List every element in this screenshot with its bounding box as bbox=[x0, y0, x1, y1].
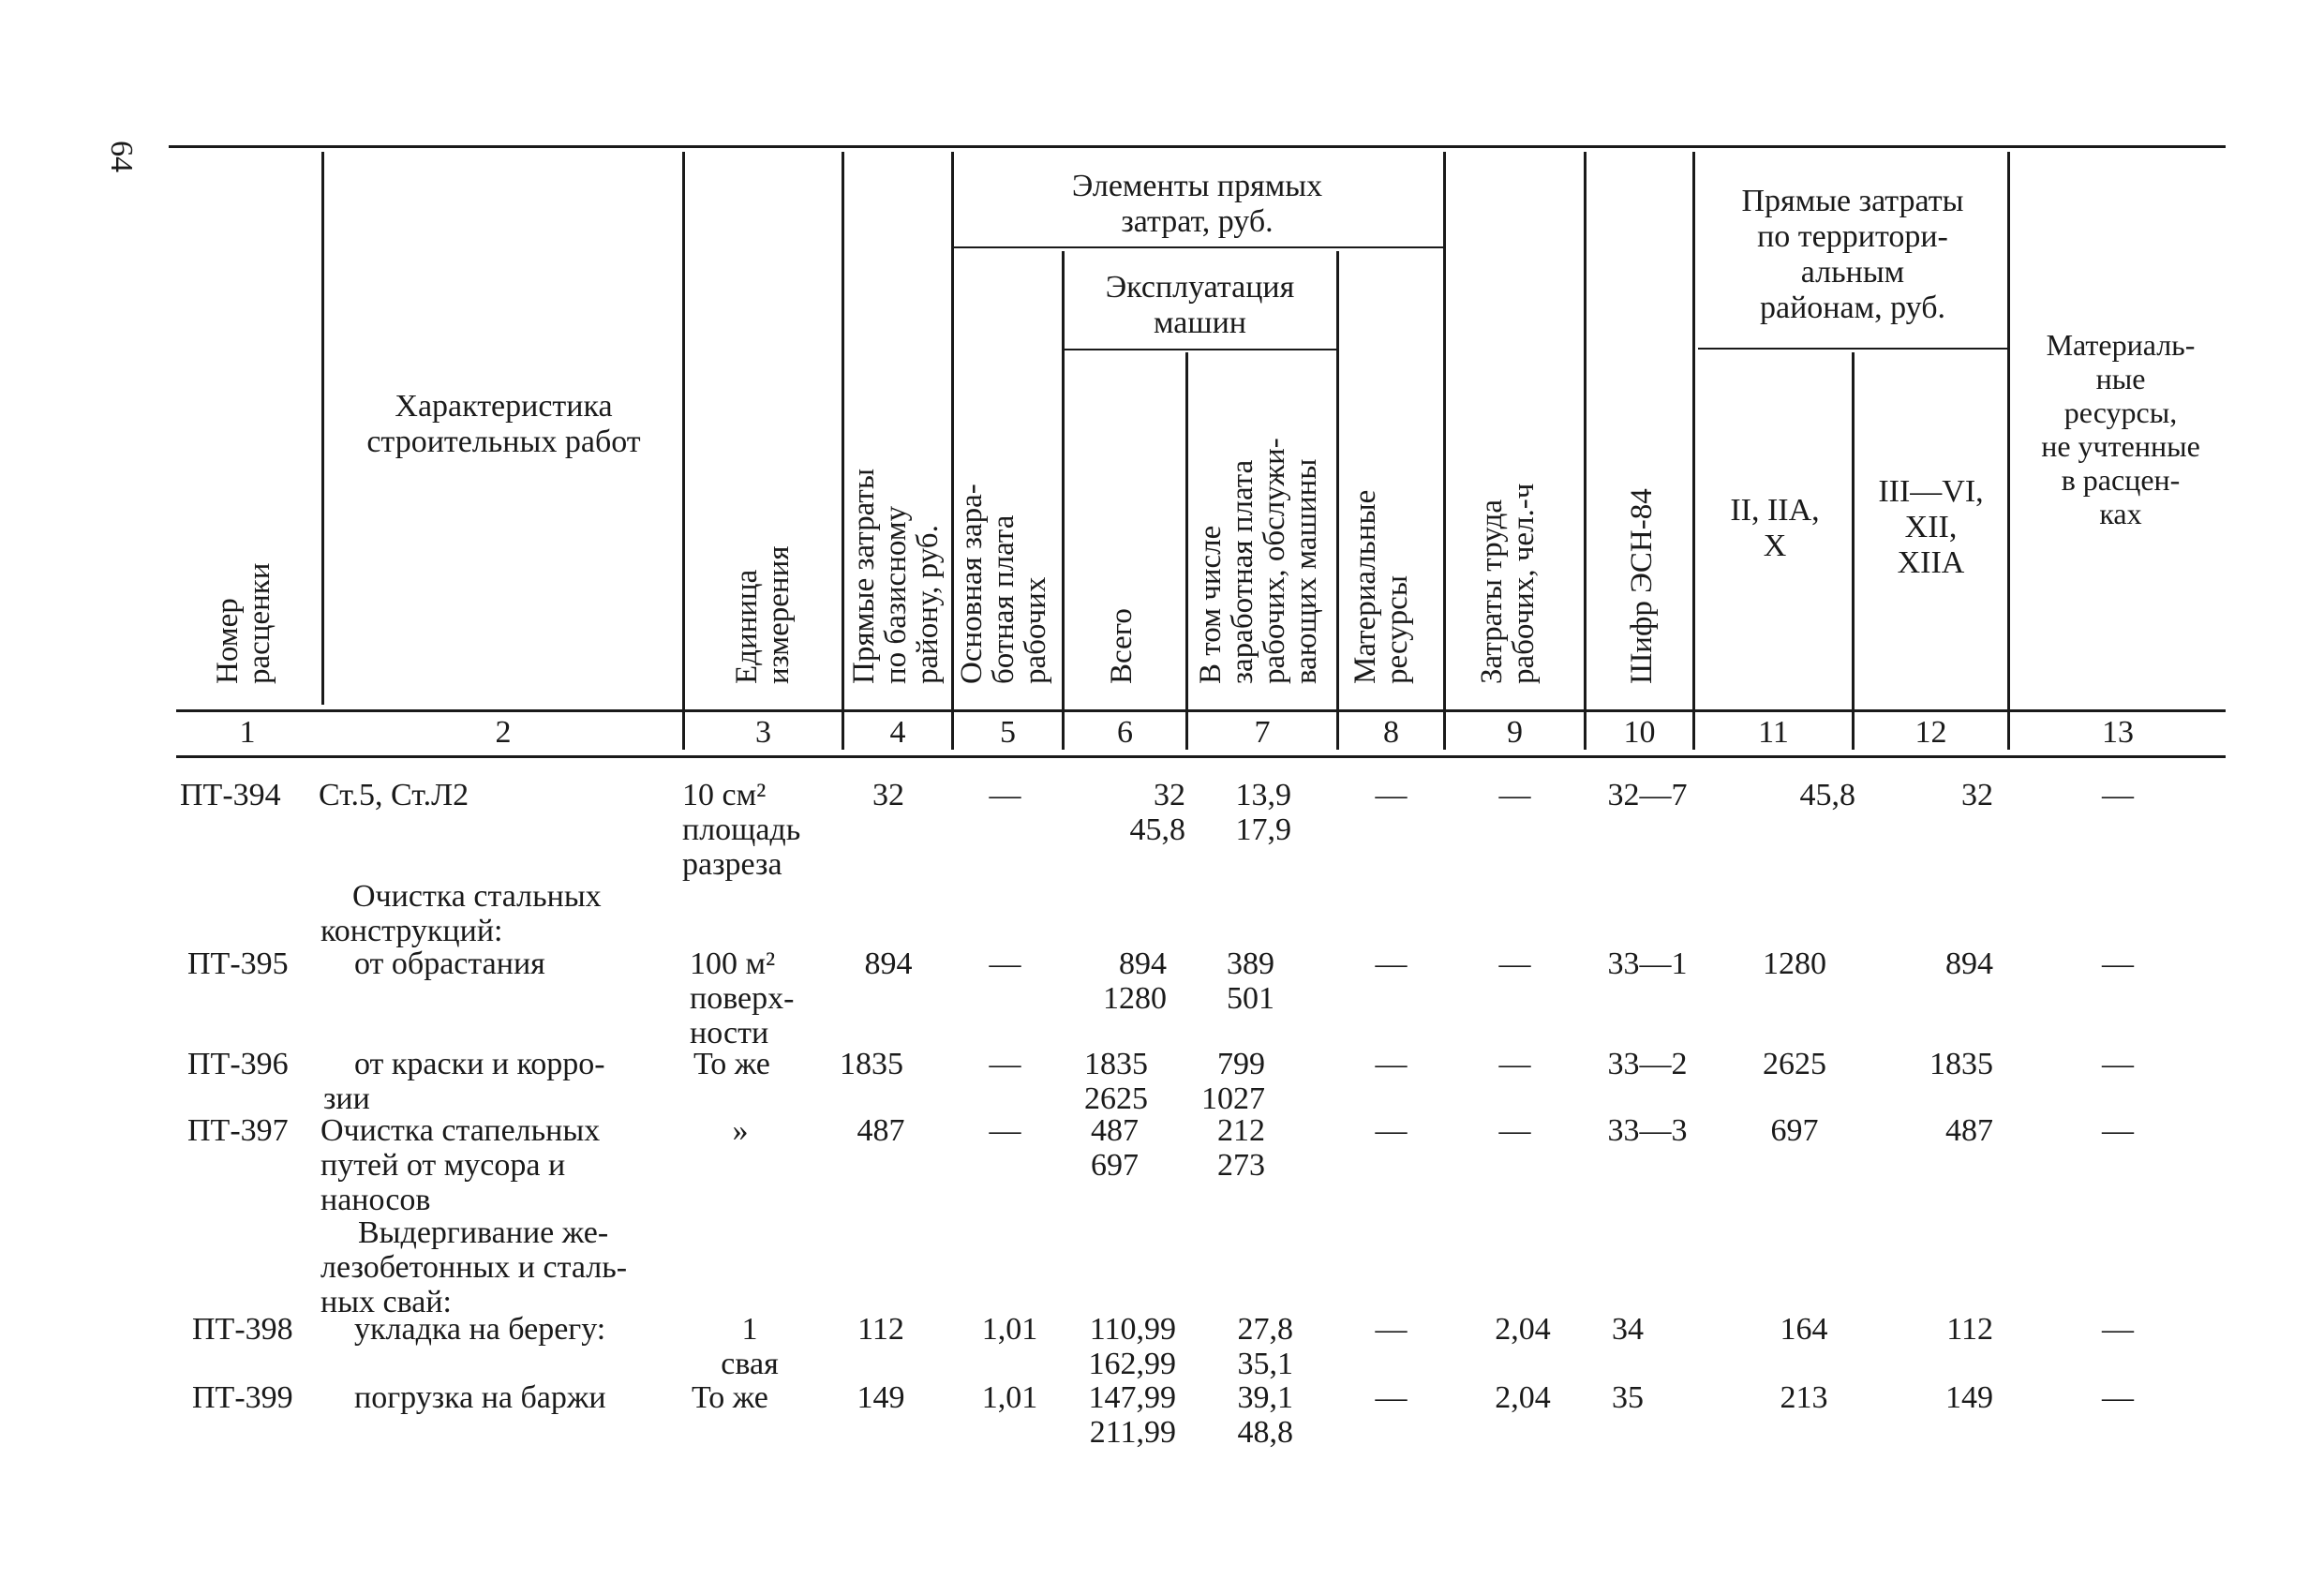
header-rate-number: Номер расценки bbox=[211, 562, 276, 684]
cell-c6: 894 1280 bbox=[1103, 946, 1167, 1016]
unit: 10 см² площадь разреза bbox=[682, 778, 801, 882]
cell-c13: — bbox=[2102, 778, 2134, 812]
col-num: 1 bbox=[239, 715, 256, 750]
cell-c12: 32 bbox=[1961, 778, 1993, 812]
header-direct-costs-base: Прямые затраты по базисному району, руб. bbox=[847, 468, 945, 684]
cell-c12: 487 bbox=[1945, 1113, 1993, 1148]
cell-c12: 1835 bbox=[1929, 1047, 1993, 1081]
cell-c7: 39,1 48,8 bbox=[1237, 1380, 1293, 1450]
header-work-characteristics: Характеристика строительных работ bbox=[366, 389, 641, 459]
col-num: 2 bbox=[495, 715, 512, 750]
cell-c9: — bbox=[1498, 1113, 1531, 1148]
header-unit: Единица измерения bbox=[730, 545, 796, 684]
rate-code: ПТ-396 bbox=[187, 1047, 289, 1081]
header-elements-group: Элементы прямых затрат, руб. bbox=[1071, 169, 1323, 239]
cell-c6: 1835 2625 bbox=[1084, 1047, 1148, 1116]
header-exploitation-group: Эксплуатация машин bbox=[1105, 270, 1295, 340]
col-num: 9 bbox=[1507, 715, 1523, 750]
work-desc: Очистка стапельных путей от мусора и наносов bbox=[320, 1113, 601, 1217]
cell-c5: — bbox=[989, 1047, 1021, 1081]
header-regions-II: II, IIA, X bbox=[1730, 493, 1820, 563]
col-num: 7 bbox=[1254, 715, 1271, 750]
cell-c10: 32—7 bbox=[1607, 778, 1688, 812]
cell-c6: 147,99 211,99 bbox=[1088, 1380, 1176, 1450]
cell-c5: — bbox=[989, 946, 1021, 981]
cell-c4: 487 bbox=[857, 1113, 905, 1148]
rate-code: ПТ-398 bbox=[192, 1312, 293, 1347]
cell-c7: 389 501 bbox=[1227, 946, 1274, 1016]
cell-c4: 894 bbox=[864, 946, 913, 981]
cell-c10: 35 bbox=[1612, 1380, 1644, 1415]
cell-c8: — bbox=[1375, 1312, 1408, 1347]
unit: То же bbox=[692, 1380, 768, 1415]
cell-c5: — bbox=[989, 1113, 1021, 1148]
rate-code: ПТ-394 bbox=[180, 778, 281, 812]
rate-code: ПТ-399 bbox=[192, 1380, 293, 1415]
unit: То же bbox=[693, 1047, 770, 1081]
header-machine-wage: В том числе заработная плата рабочих, обслужи- вающих машины bbox=[1194, 438, 1323, 684]
rate-code: ПТ-395 bbox=[187, 946, 289, 981]
cell-c6: 110,99 162,99 bbox=[1088, 1312, 1176, 1381]
header-regions-III: III—VI, XII, XIIA bbox=[1878, 474, 1984, 580]
cell-c9: 2,04 bbox=[1495, 1380, 1551, 1415]
group-heading: Очистка стальных конструкций: bbox=[320, 879, 602, 948]
col-num: 11 bbox=[1758, 715, 1789, 750]
cell-c8: — bbox=[1375, 1047, 1408, 1081]
cell-c11: 45,8 bbox=[1799, 778, 1855, 812]
col-num: 6 bbox=[1117, 715, 1133, 750]
work-desc: погрузка на баржи bbox=[354, 1380, 606, 1415]
cell-c10: 34 bbox=[1612, 1312, 1644, 1347]
col-num: 8 bbox=[1383, 715, 1399, 750]
cell-c8: — bbox=[1375, 778, 1408, 812]
cell-c12: 149 bbox=[1945, 1380, 1993, 1415]
cell-c9: — bbox=[1498, 1047, 1531, 1081]
cell-c7: 212 273 bbox=[1217, 1113, 1265, 1183]
cell-c6: 487 697 bbox=[1091, 1113, 1139, 1183]
cell-c11: 2625 bbox=[1763, 1047, 1826, 1081]
cell-c12: 894 bbox=[1945, 946, 1993, 981]
cell-c6: 32 45,8 bbox=[1129, 778, 1185, 847]
unit: » bbox=[732, 1113, 749, 1148]
cell-c9: — bbox=[1498, 778, 1531, 812]
cell-c8: — bbox=[1375, 1113, 1408, 1148]
cell-c8: — bbox=[1375, 946, 1408, 981]
cell-c7: 799 1027 bbox=[1201, 1047, 1265, 1116]
cell-c11: 213 bbox=[1780, 1380, 1828, 1415]
col-num: 10 bbox=[1623, 715, 1656, 750]
work-desc: от обрастания bbox=[354, 946, 545, 981]
work-desc: Ст.5, Ст.Л2 bbox=[319, 778, 469, 812]
cell-c9: 2,04 bbox=[1495, 1312, 1551, 1347]
cell-c11: 697 bbox=[1770, 1113, 1819, 1148]
cell-c5: — bbox=[989, 778, 1021, 812]
cell-c13: — bbox=[2102, 946, 2134, 981]
col-num: 3 bbox=[755, 715, 771, 750]
cell-c5: 1,01 bbox=[981, 1312, 1038, 1347]
rate-code: ПТ-397 bbox=[187, 1113, 289, 1148]
col-num: 4 bbox=[889, 715, 906, 750]
cell-c4: 1835 bbox=[840, 1047, 903, 1081]
cell-c13: — bbox=[2102, 1047, 2134, 1081]
unit: 1 свая bbox=[721, 1312, 779, 1381]
unit: 100 м² поверх- ности bbox=[690, 946, 795, 1050]
header-labor-costs: Затраты труда рабочих, чел.-ч bbox=[1475, 483, 1541, 684]
header-material-resources: Материальные ресурсы bbox=[1348, 489, 1414, 684]
cell-c7: 13,9 17,9 bbox=[1235, 778, 1291, 847]
header-total: Всего bbox=[1105, 608, 1139, 684]
cell-c13: — bbox=[2102, 1312, 2134, 1347]
cell-c5: 1,01 bbox=[981, 1380, 1038, 1415]
cell-c13: — bbox=[2102, 1380, 2134, 1415]
col-num: 13 bbox=[2102, 715, 2134, 750]
col-num: 5 bbox=[1000, 715, 1016, 750]
cell-c9: — bbox=[1498, 946, 1531, 981]
cell-c8: — bbox=[1375, 1380, 1408, 1415]
work-desc: укладка на берегу: bbox=[354, 1312, 606, 1347]
cell-c4: 32 bbox=[872, 778, 904, 812]
cell-c4: 112 bbox=[857, 1312, 904, 1347]
col-num: 12 bbox=[1914, 715, 1947, 750]
header-base-wage: Основная зара- ботная плата рабочих bbox=[955, 484, 1052, 684]
group-heading: Выдергивание же- лезобетонных и сталь- ных свай: bbox=[320, 1215, 628, 1319]
work-desc: от краски и корро- зии bbox=[323, 1047, 605, 1116]
cell-c10: 33—1 bbox=[1607, 946, 1688, 981]
page-number: 64 bbox=[104, 141, 139, 172]
header-unaccounted-resources: Материаль- ные ресурсы, не учтенные в расцен- ках bbox=[2041, 328, 2200, 530]
cell-c7: 27,8 35,1 bbox=[1237, 1312, 1293, 1381]
cell-c4: 149 bbox=[857, 1380, 905, 1415]
cell-c12: 112 bbox=[1946, 1312, 1993, 1347]
header-territorial-group: Прямые затраты по территори- альным районам, руб. bbox=[1741, 184, 1964, 325]
header-esn-code: Шифр ЭСН-84 bbox=[1625, 488, 1659, 684]
cell-c10: 33—2 bbox=[1607, 1047, 1688, 1081]
cell-c11: 164 bbox=[1780, 1312, 1828, 1347]
cell-c13: — bbox=[2102, 1113, 2134, 1148]
cell-c11: 1280 bbox=[1763, 946, 1826, 981]
cell-c10: 33—3 bbox=[1607, 1113, 1688, 1148]
